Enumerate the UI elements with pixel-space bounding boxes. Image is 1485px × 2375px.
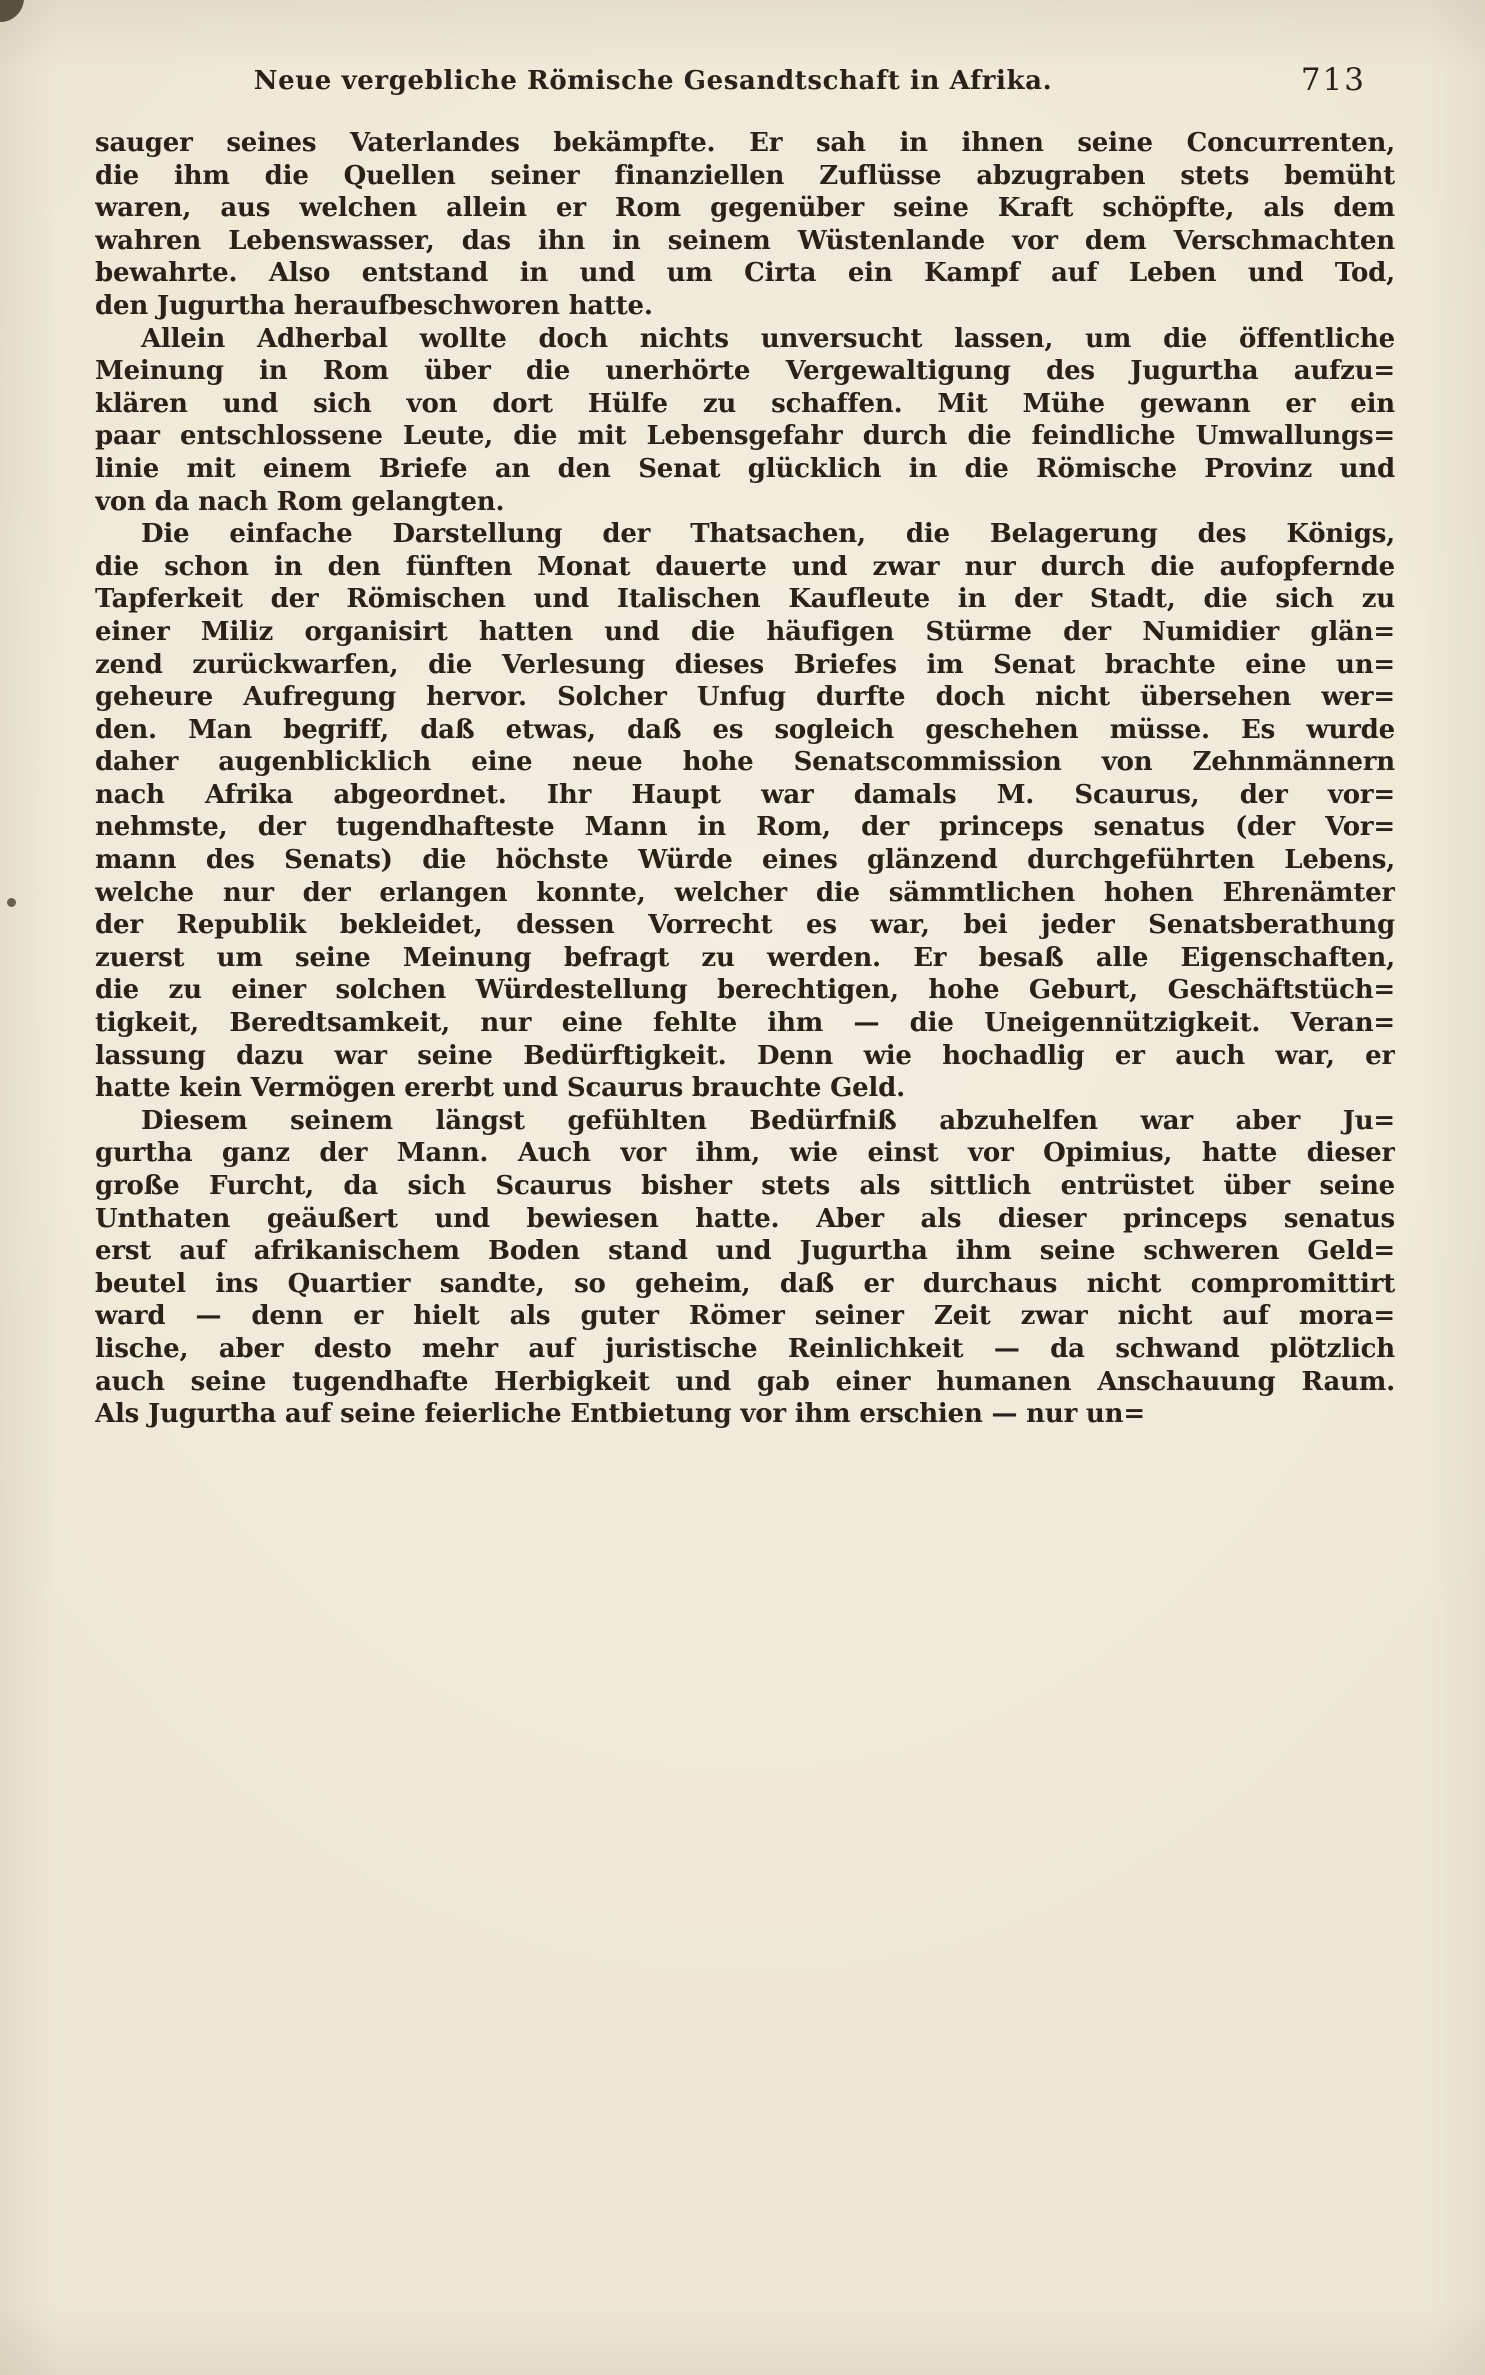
text-line: zend zurückwarfen, die Verlesung dieses Briefes im Senat brachte eine un=: [95, 649, 1395, 680]
text-line: welche nur der erlangen konnte, welcher die sämmtlichen hohen Ehrenämter: [95, 877, 1395, 908]
paragraph: [95, 518, 1395, 1105]
text-line: Tapferkeit der Römischen und Italischen Kaufleute in der Stadt, die sich zu: [95, 584, 1395, 615]
text-line: den. Man begriff, daß etwas, daß es sogleich geschehen müsse. Es wurde: [95, 714, 1395, 745]
text-line: ward — denn er hielt als guter Römer seiner Zeit zwar nicht auf mora=: [95, 1301, 1395, 1332]
running-header: [95, 62, 1390, 108]
text-line: beutel ins Quartier sandte, so geheim, daß er durchaus nicht compromittirt: [95, 1268, 1395, 1299]
text-line: die zu einer solchen Würdestellung berechtigen, hohe Geburt, Geschäftstüch=: [95, 975, 1395, 1006]
text-line: von da nach Rom gelangten.: [95, 486, 505, 517]
running-header-title: Neue vergebliche Römische Gesandtschaft in Afrika.: [253, 66, 1053, 96]
text-line: der Republik bekleidet, dessen Vorrecht es war, bei jeder Senatsberathung: [95, 910, 1395, 941]
paragraph: [95, 127, 1395, 323]
text-line: klären und sich von dort Hülfe zu schaffen. Mit Mühe gewann er ein: [95, 388, 1395, 419]
text-line: paar entschlossene Leute, die mit Lebensgefahr durch die feindliche Umwallungs=: [95, 421, 1395, 452]
text-line: hatte kein Vermögen ererbt und Scaurus brauchte Geld.: [95, 1073, 905, 1104]
text-line: Diesem seinem längst gefühlten Bedürfniß abzuhelfen war aber Ju=: [141, 1105, 1395, 1136]
text-line: lassung dazu war seine Bedürftigkeit. Denn wie hochadlig er auch war, er: [95, 1040, 1395, 1071]
text-line: waren, aus welchen allein er Rom gegenüber seine Kraft schöpfte, als dem: [95, 193, 1395, 224]
text-line: einer Miliz organisirt hatten und die häufigen Stürme der Numidier glän=: [95, 616, 1395, 647]
text-line: geheure Aufregung hervor. Solcher Unfug durfte doch nicht übersehen wer=: [95, 682, 1395, 713]
text-line: tigkeit, Beredtsamkeit, nur eine fehlte ihm — die Uneigennützigkeit. Veran=: [95, 1008, 1395, 1039]
text-line: Als Jugurtha auf seine feierliche Entbietung vor ihm erschien — nur un=: [95, 1399, 1145, 1430]
scan-artifact-dot: [7, 898, 16, 907]
text-line: Meinung in Rom über die unerhörte Vergewaltigung des Jugurtha aufzu=: [95, 356, 1395, 387]
text-line: Unthaten geäußert und bewiesen hatte. Aber als dieser princeps senatus: [95, 1203, 1395, 1234]
text-line: Die einfache Darstellung der Thatsachen, die Belagerung des Königs,: [141, 519, 1395, 550]
text-line: sauger seines Vaterlandes bekämpfte. Er sah in ihnen seine Concurrenten,: [95, 128, 1395, 158]
text-line: große Furcht, da sich Scaurus bisher stets als sittlich entrüstet über seine: [95, 1171, 1395, 1201]
page-number: 713: [1300, 62, 1366, 98]
text-line: wahren Lebenswasser, das ihn in seinem Wüstenlande vor dem Verschmachten: [95, 225, 1395, 256]
text-line: gurtha ganz der Mann. Auch vor ihm, wie einst vor Opimius, hatte dieser: [95, 1138, 1395, 1169]
paragraph: [95, 1105, 1395, 1431]
page-body: [95, 127, 1395, 1431]
paragraph: [95, 323, 1395, 519]
text-line: erst auf afrikanischem Boden stand und Jugurtha ihm seine schweren Geld=: [95, 1236, 1395, 1267]
text-line: nach Afrika abgeordnet. Ihr Haupt war damals M. Scaurus, der vor=: [95, 779, 1395, 810]
scan-artifact-corner: [0, 0, 24, 22]
text-line: daher augenblicklich eine neue hohe Senatscommission von Zehnmännern: [95, 747, 1395, 778]
text-line: mann des Senats) die höchste Würde eines glänzend durchgeführten Lebens,: [95, 845, 1395, 876]
text-line: die schon in den fünften Monat dauerte und zwar nur durch die aufopfernde: [95, 551, 1395, 582]
text-line: den Jugurtha heraufbeschworen hatte.: [95, 290, 653, 321]
text-line: zuerst um seine Meinung befragt zu werden. Er besaß alle Eigenschaften,: [95, 942, 1395, 973]
text-line: auch seine tugendhafte Herbigkeit und gab einer humanen Anschauung Raum.: [95, 1366, 1395, 1397]
text-line: linie mit einem Briefe an den Senat glücklich in die Römische Provinz und: [95, 453, 1395, 484]
text-line: lische, aber desto mehr auf juristische Reinlichkeit — da schwand plötzlich: [95, 1333, 1395, 1364]
text-line: die ihm die Quellen seiner finanziellen Zuflüsse abzugraben stets bemüht: [95, 160, 1395, 191]
text-line: Allein Adherbal wollte doch nichts unversucht lassen, um die öffentliche: [141, 323, 1395, 354]
text-line: nehmste, der tugendhafteste Mann in Rom, der princeps senatus (der Vor=: [95, 812, 1395, 843]
text-line: bewahrte. Also entstand in und um Cirta ein Kampf auf Leben und Tod,: [95, 258, 1395, 289]
